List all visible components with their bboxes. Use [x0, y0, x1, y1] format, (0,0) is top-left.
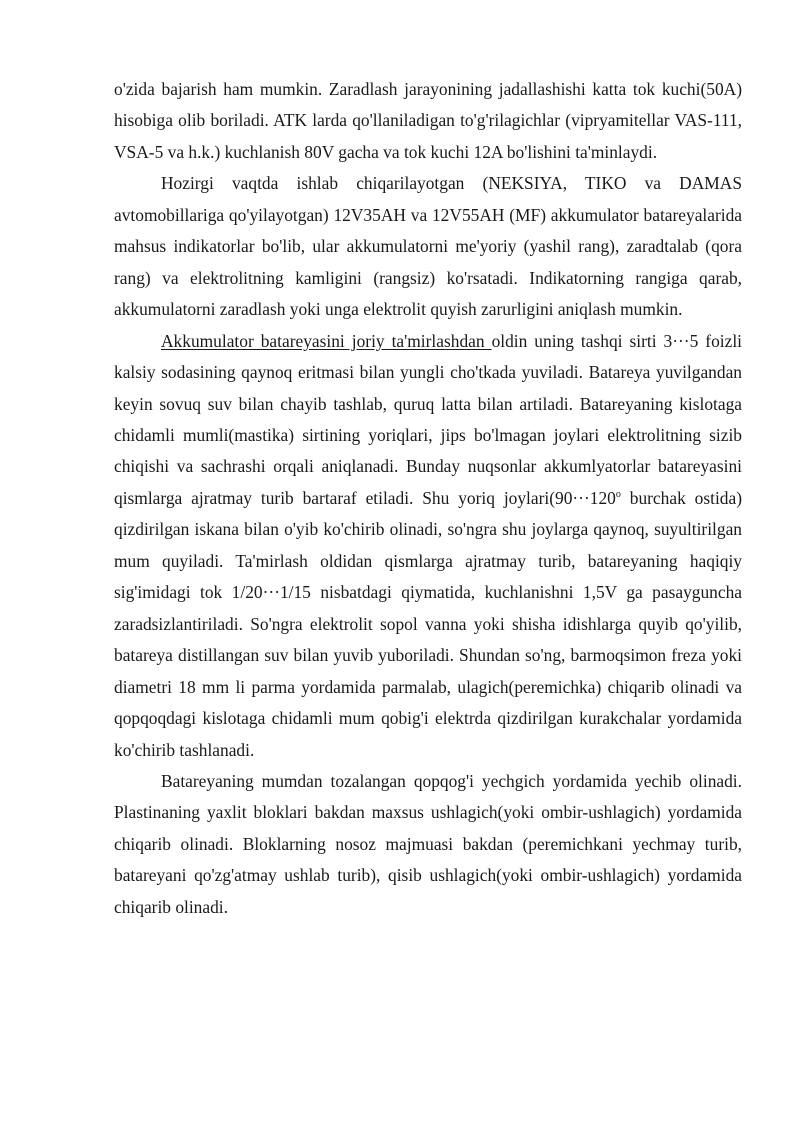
paragraph-2: Hozirgi vaqtda ishlab chiqarilayotgan (NEKSIYA, TIKO va DAMAS avtomobillariga qo'yilayotgan) 12V35AH va 12V55AH (MF) akkumulator batareyalarida mahsus indikatorlar bo'lib, ular akkumulatorni me'yoriy (yashil rang), zaradtalab (qora rang) va elektrolitning kamligini (rangsiz) ko'rsatadi. Indikatorning rangiga qarab, akkumulatorni zaradlash yoki unga elektrolit quyish zarurligini aniqlash mumkin. [114, 173, 742, 320]
underlined-phrase: Akkumulator batareyasini joriy ta'mirlashdan [161, 330, 492, 351]
paragraph-3-text-a: oldin uning tashqi sirti 3···5 foizli kalsiy sodasining qaynoq eritmasi bilan yungli cho'tkada yuviladi. Batareya yuvilgandan keyin sovuq suv bilan chayib tashlab, quruq latta bilan artiladi. Batareyaning kislotaga chidamli mumli(mastika) sirtining yoriqlari, jips bo'lmagan joylari elektrolitning sizib chiqishi va sachrashi orqali aniqlanadi. Bunday nuqsonlar akkumlyatorlar batareyasini qismlarga ajratmay turib bartaraf etiladi. Shu yoriq joylari(90···120 [114, 330, 742, 508]
paragraph-1: o'zida bajarish ham mumkin. Zaradlash jarayonining jadallashishi katta tok kuchi(50A) hisobiga olib boriladi. ATK larda qo'llaniladigan to'g'rilagichlar (vipryamitellar VAS-111, VSA-5 va h.k.) kuchlanish 80V gacha va tok kuchi 12A bo'lishini ta'minlaydi. [114, 79, 742, 162]
paragraph-3-text-b: burchak ostida) qizdirilgan iskana bilan o'yib ko'chirib olinadi, so'ngra shu joylarga qaynoq, suyultirilgan mum quyiladi. Ta'mirlash oldidan qismlarga ajratmay turib, batareyaning haqiqiy sig'imidagi tok 1/20···1/15 nisbatdagi qiymatida, kuchlanishni 1,5V ga pasayguncha zaradsizlantiriladi. So'ngra elektrolit sopol vanna yoki shisha idishlarga quyib qo'yilib, batareya distillangan suv bilan yuvib yuboriladi. Shundan so'ng, barmoqsimon freza yoki diametri 18 mm li parma yordamida parmalab, ulagich(peremichka) chiqarib olinadi va qopqoqdagi kislotaga chidamli mum qobig'i elektrda qizdirilgan kurakchalar yordamida ko'chirib tashlanadi. [114, 487, 742, 760]
paragraph-3 [114, 326, 742, 766]
document-body [114, 74, 742, 923]
paragraph-4: Batareyaning mumdan tozalangan qopqog'i yechgich yordamida yechib olinadi. Plastinaning yaxlit bloklari bakdan maxsus ushlagich(yoki ombir-ushlagich) yordamida chiqarib olinadi. Bloklarning nosoz majmuasi bakdan (peremichkani yechmay turib, batareyani qo'zg'atmay ushlab turib), qisib ushlagich(yoki ombir-ushlagich) yordamida chiqarib olinadi. [114, 770, 742, 917]
degree-mark: o [615, 488, 621, 500]
